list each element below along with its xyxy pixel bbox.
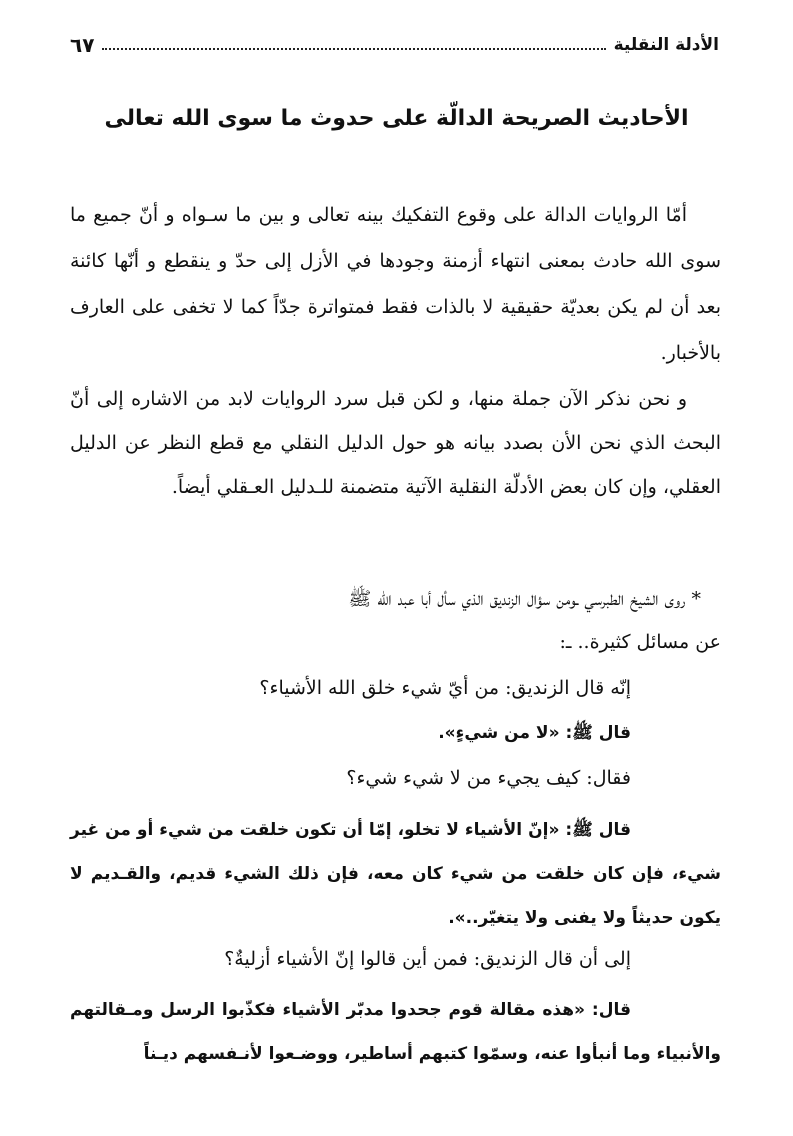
answer-2: قال ﷺ: «إنّ الأشياء لا تخلو، إمّا أن تكون خلقت من شيء أو من غير شيء، فإن كان خلقت من شيء كان معه، فإن ذلك الشيء قديم، والقـديم لا يكون حديثاً ولا يفنى ولا يتغيّر..». — [70, 820, 721, 928]
narration-intro-line-2: عن مسائل كثيرة.. ـ: — [559, 631, 721, 653]
question-3: إلى أن قال الزنديق: فمن أين قالوا إنّ الأشياء أزليةٌ؟ — [224, 948, 631, 970]
leader-dots — [102, 48, 605, 50]
answer-3: قال: «هذه مقالة قوم جحدوا مدبّر الأشياء فكذّبوا الرسل ومـقالتهم والأنبياء وما أنبأوا عنه، وسمّوا كتبهم أساطير، ووضـعوا لأنـفسهم ديـناً — [70, 1000, 721, 1064]
running-header — [70, 28, 719, 62]
section-heading: الأحاديث الصريحة الدالّة على حدوث ما سوى الله تعالى — [104, 106, 689, 131]
question-1: إنّه قال الزنديق: من أيّ شيء خلق الله الأشياء؟ — [259, 677, 631, 699]
question-2: فقال: كيف يجيء من لا شيء شيء؟ — [346, 767, 631, 789]
narration-intro-line-1: * روى الشيخ الطبرسي ـومن سؤال الزنديق الذي سأل أبا عبد الله ﷺ — [348, 588, 701, 610]
paragraph-method: و نحن نذكر الآن جملة منها، و لكن قبل سرد الروايات لابد من الاشاره إلى أنّ البحث الذي نحن الأن بصدد بيانه هو حول الدليل النقلي مع قطع النظر عن الدليل العقلي، وإن كان بعض الأدلّة النقلية الآتية متضمنة للـدليل العـقلي أيضاً. — [70, 388, 721, 498]
paragraph-intro: أمّا الروايات الدالة على وقوع التفكيك بينه تعالى و بين ما سـواه و أنّ جميع ما سوى الله حادث بمعنى انتهاء أزمنة وجودها في الأزل إلى حدّ و ينقطع و أنّها كائنة بعد أن لم يكن بعديّة حقيقية لا بالذات فقط فمتواترة جدّاً كما لا تخفى على العارف بالأخبار. — [70, 204, 721, 364]
answer-1: قال ﷺ: «لا من شيءٍ». — [438, 723, 631, 743]
running-title: الأدلة النقلية — [613, 35, 719, 55]
page-number: ٦٧ — [70, 33, 95, 57]
